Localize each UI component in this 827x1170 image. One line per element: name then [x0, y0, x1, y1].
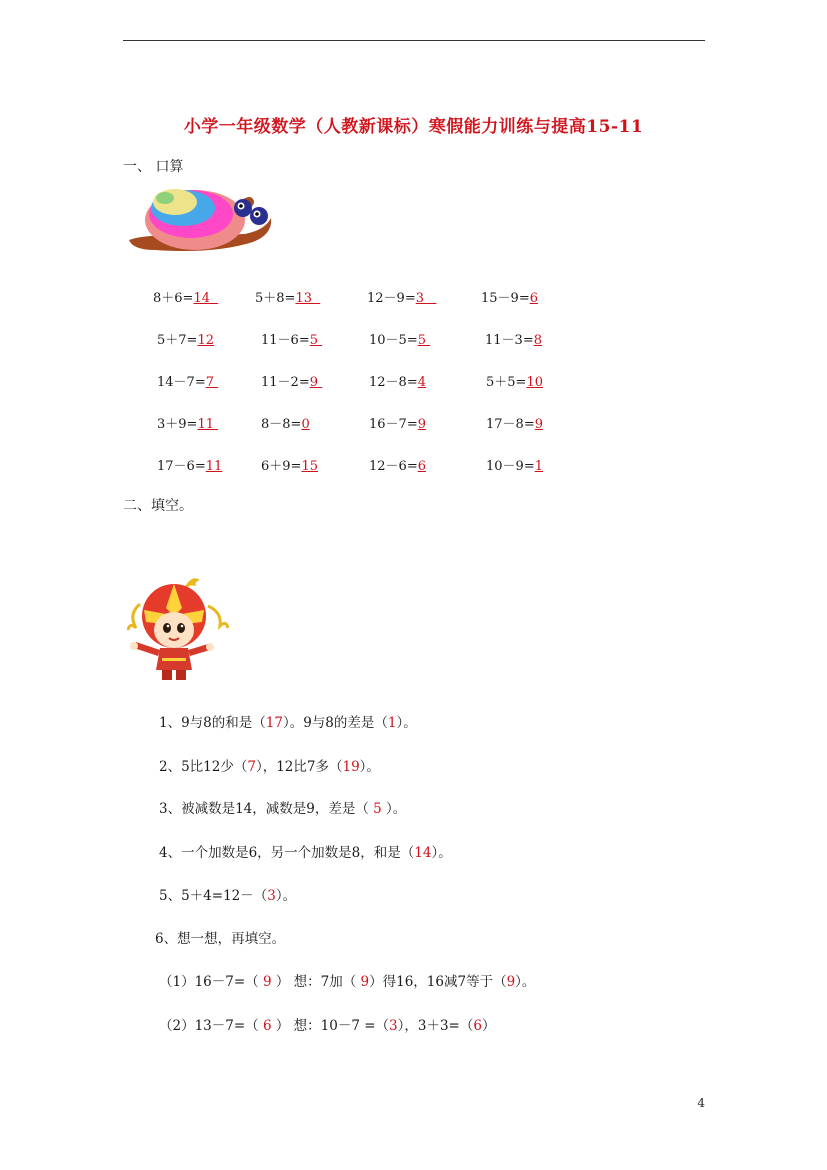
page-number: 4 [697, 1096, 705, 1110]
problem-4-2: 8－8=0 [261, 417, 310, 432]
fill-question-6-2: （2）13－7=（ 6 ） 想：10－7 =（3），3＋3=（6） [159, 1018, 496, 1034]
mascot-illustration [122, 570, 230, 684]
problem-2-2: 11－6=5 [261, 333, 318, 348]
fill-question-2: 2、5比12少（7），12比7多（19）。 [159, 759, 380, 775]
section-heading-oral-calc: 一、 口算 [123, 159, 184, 175]
snail-illustration [125, 178, 275, 264]
fill-question-1: 1、9与8的和是（17）。9与8的差是（1）。 [159, 715, 417, 731]
problem-3-2: 11－2=9 [261, 375, 318, 390]
problem-5-2: 6＋9=15 [261, 459, 318, 474]
problem-2-3: 10－5=5 [369, 333, 426, 348]
problem-3-3: 12－8=4 [369, 375, 426, 390]
problem-3-4: 5＋5=10 [486, 375, 543, 390]
problem-1-3: 12－9=3 [367, 291, 424, 306]
problem-4-1: 3＋9=11 [157, 417, 214, 432]
fill-question-3: 3、被减数是14，减数是9，差是（ 5 ）。 [159, 801, 407, 817]
problem-1-2: 5＋8=13 [255, 291, 312, 306]
problem-1-1: 8＋6=14 [153, 291, 210, 306]
fill-question-4: 4、一个加数是6，另一个加数是8，和是（14）。 [159, 845, 452, 861]
page-title: 小学一年级数学（人教新课标）寒假能力训练与提高15-11 [183, 117, 644, 137]
problem-1-4: 15－9=6 [481, 291, 538, 306]
problem-3-1: 14－7=7 [157, 375, 214, 390]
section-heading-fill-blank: 二、填空。 [123, 498, 193, 514]
problem-2-4: 11－3=8 [485, 333, 542, 348]
fill-question-5: 5、5＋4=12－（3）。 [159, 888, 297, 904]
problem-4-4: 17－8=9 [486, 417, 543, 432]
problem-5-4: 10－9=1 [486, 459, 543, 474]
problem-4-3: 16－7=9 [369, 417, 426, 432]
problem-5-1: 17－6=11 [157, 459, 223, 474]
problem-2-1: 5＋7=12 [157, 333, 214, 348]
header-rule [123, 40, 705, 41]
fill-question-6: 6、想一想，再填空。 [155, 931, 286, 947]
fill-question-6-1: （1）16－7=（ 9 ） 想：7加（ 9）得16，16减7等于（9）。 [159, 974, 536, 990]
problem-5-3: 12－6=6 [369, 459, 426, 474]
